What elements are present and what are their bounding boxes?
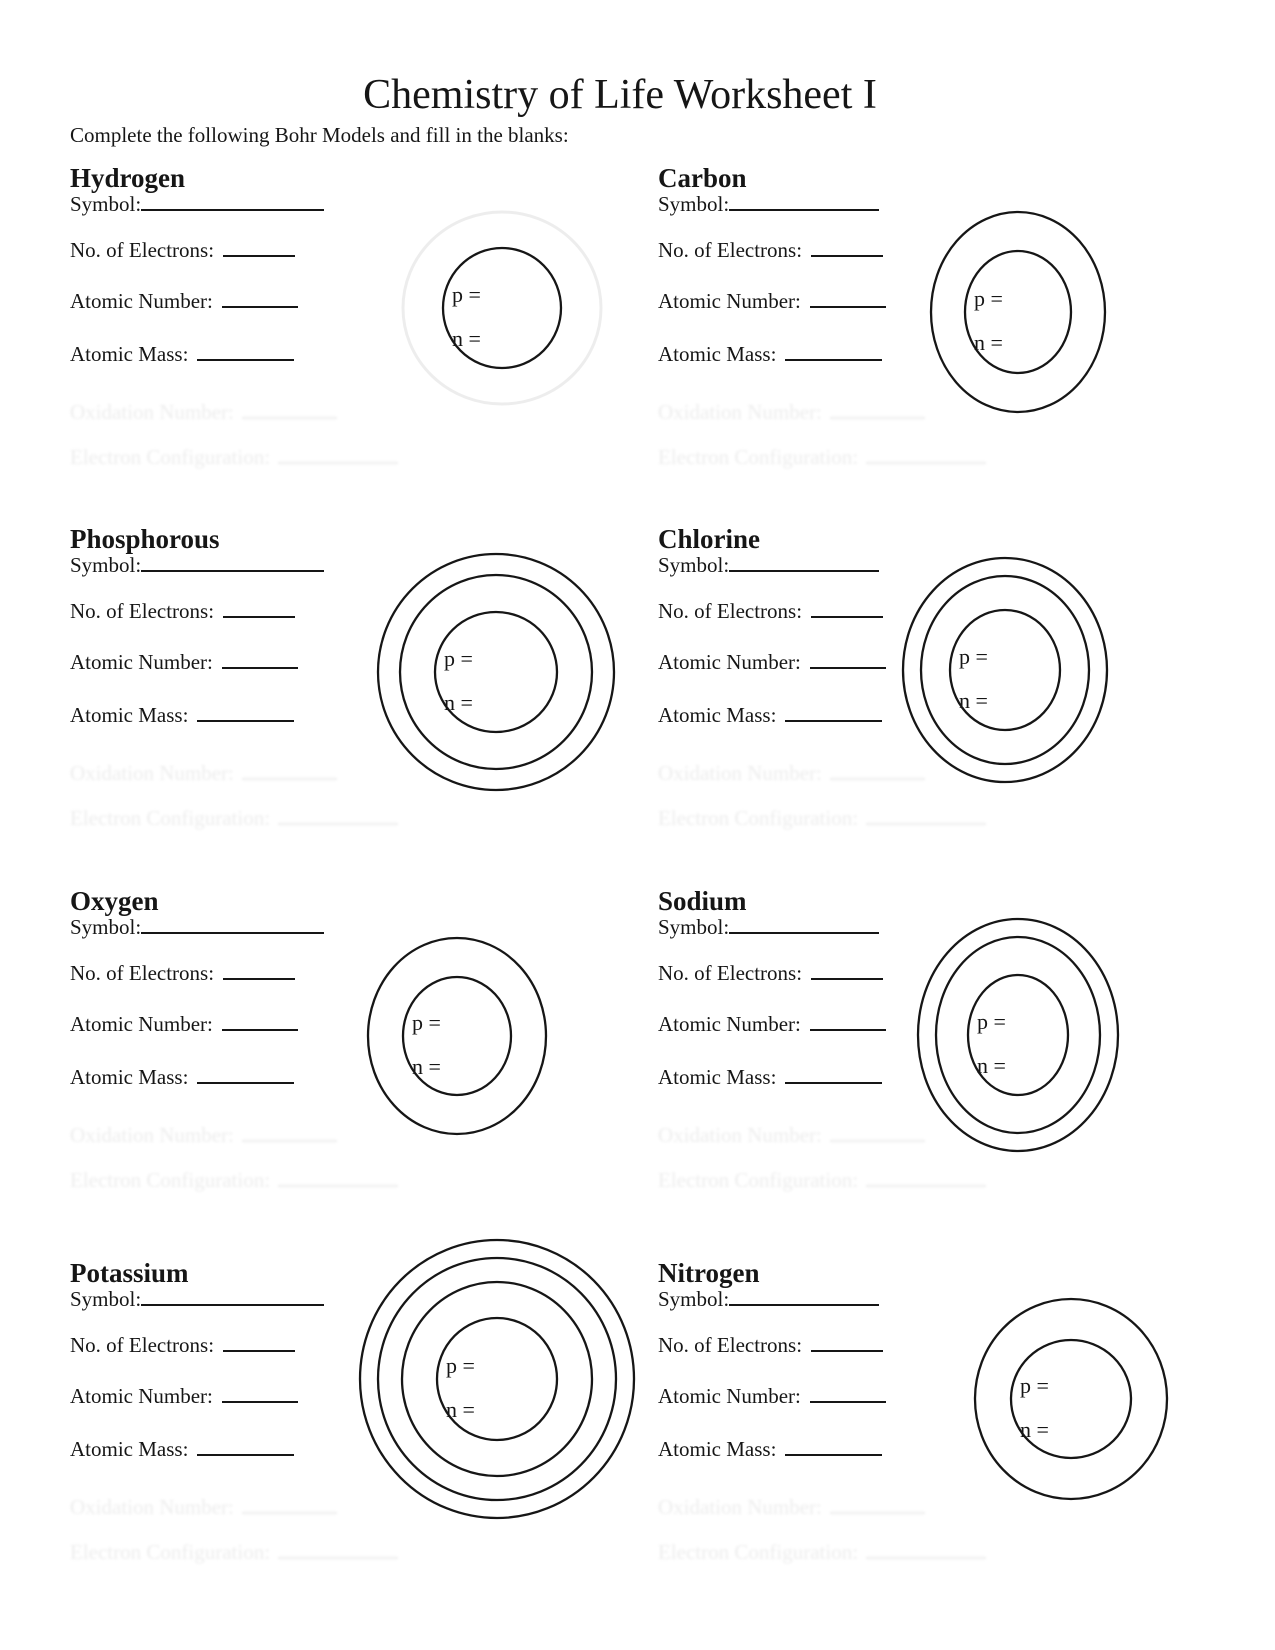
bohr-model-potassium xyxy=(354,1234,640,1524)
electron-shell-ring xyxy=(975,1299,1167,1499)
electron-shell-ring xyxy=(918,919,1118,1151)
neutrons-label: n = xyxy=(1020,1417,1049,1442)
protons-label: p = xyxy=(412,1010,441,1035)
symbol-label: Symbol: xyxy=(658,553,730,577)
ghost-shell-ring xyxy=(403,212,601,404)
bohr-model-oxygen xyxy=(362,932,552,1140)
ghost-oxidation-number-label: Oxidation Number: xyxy=(70,1495,234,1519)
atomic-number-label: Atomic Number: xyxy=(70,1384,213,1408)
ghost-electron-configuration-label: Electron Configuration: xyxy=(70,445,271,469)
protons-label: p = xyxy=(452,282,481,307)
atomic-mass-label: Atomic Mass: xyxy=(70,703,189,727)
electron-shell-ring xyxy=(921,576,1089,764)
neutrons-label: n = xyxy=(446,1397,475,1422)
electrons-label: No. of Electrons: xyxy=(70,599,215,623)
electron-shell-ring xyxy=(936,937,1100,1133)
instruction-text: Complete the following Bohr Models and fill in the blanks: xyxy=(70,123,569,147)
ghost-electron-configuration-label: Electron Configuration: xyxy=(70,1168,271,1192)
electron-shell-ring xyxy=(402,1282,592,1476)
ghost-oxidation-number-label: Oxidation Number: xyxy=(70,761,234,785)
symbol-label: Symbol: xyxy=(70,915,142,939)
atomic-number-label: Atomic Number: xyxy=(658,289,801,313)
bohr-model-hydrogen xyxy=(397,206,607,410)
element-name: Hydrogen xyxy=(70,163,186,193)
neutrons-label: n = xyxy=(959,688,988,713)
electrons-label: No. of Electrons: xyxy=(70,238,215,262)
element-name: Chlorine xyxy=(658,524,761,554)
symbol-label: Symbol: xyxy=(70,1287,142,1311)
ghost-oxidation-number-label: Oxidation Number: xyxy=(658,761,822,785)
electron-shell-ring xyxy=(903,558,1107,782)
element-name: Sodium xyxy=(658,886,747,916)
symbol-label: Symbol: xyxy=(658,1287,730,1311)
atomic-mass-label: Atomic Mass: xyxy=(658,342,777,366)
electrons-label: No. of Electrons: xyxy=(658,238,803,262)
element-name: Carbon xyxy=(658,163,747,193)
electron-shell-ring xyxy=(378,1258,616,1500)
ghost-oxidation-number-label: Oxidation Number: xyxy=(70,400,234,424)
symbol-label: Symbol: xyxy=(70,192,142,216)
atomic-mass-label: Atomic Mass: xyxy=(658,1437,777,1461)
atomic-number-label: Atomic Number: xyxy=(70,650,213,674)
atomic-mass-label: Atomic Mass: xyxy=(70,342,189,366)
ghost-electron-configuration-label: Electron Configuration: xyxy=(658,1540,859,1564)
atomic-number-label: Atomic Number: xyxy=(658,650,801,674)
electron-shell-ring xyxy=(368,938,546,1134)
ghost-electron-configuration-label: Electron Configuration: xyxy=(70,806,271,830)
ghost-oxidation-number-label: Oxidation Number: xyxy=(658,1495,822,1519)
ghost-electron-configuration-label: Electron Configuration: xyxy=(70,1540,271,1564)
electron-shell-ring xyxy=(931,212,1105,412)
protons-label: p = xyxy=(974,286,1003,311)
element-name: Nitrogen xyxy=(658,1258,760,1288)
atomic-number-label: Atomic Number: xyxy=(70,289,213,313)
atomic-number-label: Atomic Number: xyxy=(658,1384,801,1408)
neutrons-label: n = xyxy=(977,1053,1006,1078)
bohr-model-carbon xyxy=(925,206,1111,418)
electrons-label: No. of Electrons: xyxy=(70,961,215,985)
ghost-electron-configuration-label: Electron Configuration: xyxy=(658,1168,859,1192)
atomic-mass-label: Atomic Mass: xyxy=(70,1065,189,1089)
protons-label: p = xyxy=(444,646,473,671)
electrons-label: No. of Electrons: xyxy=(658,1333,803,1357)
atomic-mass-label: Atomic Mass: xyxy=(658,1065,777,1089)
page-title: Chemistry of Life Worksheet I xyxy=(363,72,877,118)
neutrons-label: n = xyxy=(974,330,1003,355)
electron-shell-ring xyxy=(400,575,592,769)
protons-label: p = xyxy=(959,644,988,669)
electrons-label: No. of Electrons: xyxy=(658,961,803,985)
ghost-electron-configuration-label: Electron Configuration: xyxy=(658,445,859,469)
bohr-model-sodium xyxy=(912,913,1124,1157)
element-name: Phosphorous xyxy=(70,524,220,554)
electrons-label: No. of Electrons: xyxy=(658,599,803,623)
electron-shell-ring xyxy=(378,554,614,790)
neutrons-label: n = xyxy=(444,690,473,715)
protons-label: p = xyxy=(446,1353,475,1378)
symbol-label: Symbol: xyxy=(658,915,730,939)
bohr-model-chlorine xyxy=(897,552,1113,788)
electrons-label: No. of Electrons: xyxy=(70,1333,215,1357)
atomic-number-label: Atomic Number: xyxy=(658,1012,801,1036)
neutrons-label: n = xyxy=(412,1054,441,1079)
atomic-mass-label: Atomic Mass: xyxy=(658,703,777,727)
protons-label: p = xyxy=(977,1009,1006,1034)
atomic-number-label: Atomic Number: xyxy=(70,1012,213,1036)
ghost-oxidation-number-label: Oxidation Number: xyxy=(658,400,822,424)
ghost-electron-configuration-label: Electron Configuration: xyxy=(658,806,859,830)
element-name: Oxygen xyxy=(70,886,159,916)
symbol-label: Symbol: xyxy=(658,192,730,216)
element-name: Potassium xyxy=(70,1258,189,1288)
atomic-mass-label: Atomic Mass: xyxy=(70,1437,189,1461)
neutrons-label: n = xyxy=(452,326,481,351)
ghost-oxidation-number-label: Oxidation Number: xyxy=(658,1123,822,1147)
ghost-oxidation-number-label: Oxidation Number: xyxy=(70,1123,234,1147)
symbol-label: Symbol: xyxy=(70,553,142,577)
bohr-model-phosphorous xyxy=(372,548,620,796)
bohr-model-nitrogen xyxy=(969,1293,1173,1505)
protons-label: p = xyxy=(1020,1373,1049,1398)
